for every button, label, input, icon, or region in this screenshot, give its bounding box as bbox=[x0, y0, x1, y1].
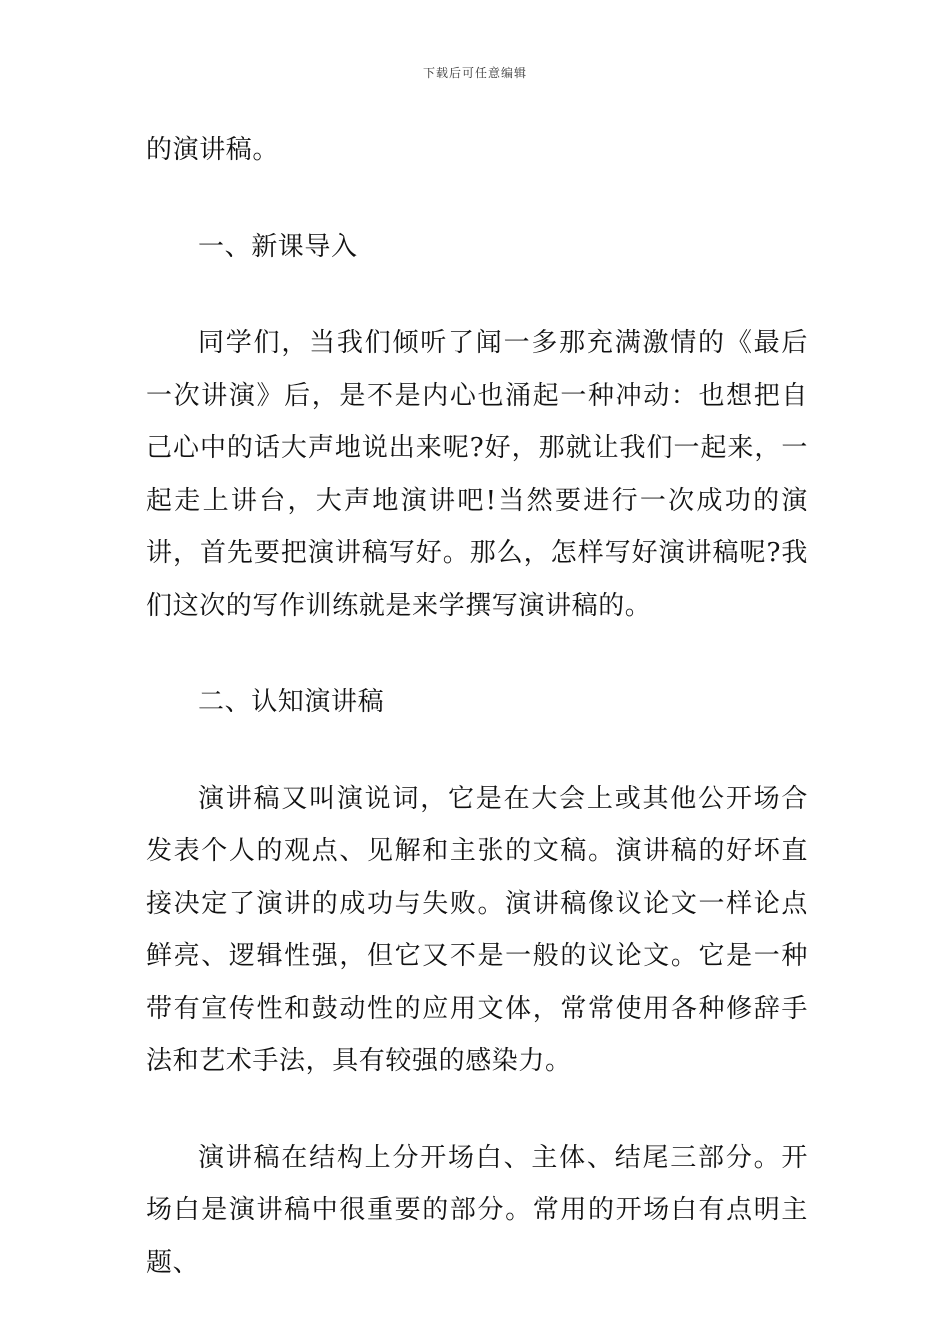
section-heading-intro: 一、新课导入 bbox=[198, 231, 358, 262]
paragraph-structure: 演讲稿在结构上分开场白、主体、结尾三部分。开场白是演讲稿中很重要的部分。常用的开场白有点明主题、 bbox=[146, 1142, 808, 1278]
paragraph-definition: 演讲稿又叫演说词，它是在大会上或其他公开场合发表个人的观点、见解和主张的文稿。演讲稿的好坏直接决定了演讲的成功与失败。演讲稿像议论文一样论点鲜亮、逻辑性强，但它又不是一般的议论文。它是一种带有宣传性和鼓动性的应用文体，常常使用各种修辞手法和艺术手法，具有较强的感染力。 bbox=[146, 783, 808, 1076]
document-body bbox=[146, 124, 808, 1289]
paragraph-intro: 同学们，当我们倾听了闻一多那充满激情的《最后一次讲演》后，是不是内心也涌起一种冲动：也想把自己心中的话大声地说出来呢?好，那就让我们一起来，一起走上讲台，大声地演讲吧!当然要进行一次成功的演讲，首先要把演讲稿写好。那么，怎样写好演讲稿呢?我们这次的写作训练就是来学撰写演讲稿的。 bbox=[146, 328, 808, 621]
page-header: 下载后可任意编辑 bbox=[422, 66, 527, 80]
paragraph-continuation: 的演讲稿。 bbox=[146, 135, 280, 165]
section-heading-understanding: 二、认知演讲稿 bbox=[198, 687, 385, 717]
